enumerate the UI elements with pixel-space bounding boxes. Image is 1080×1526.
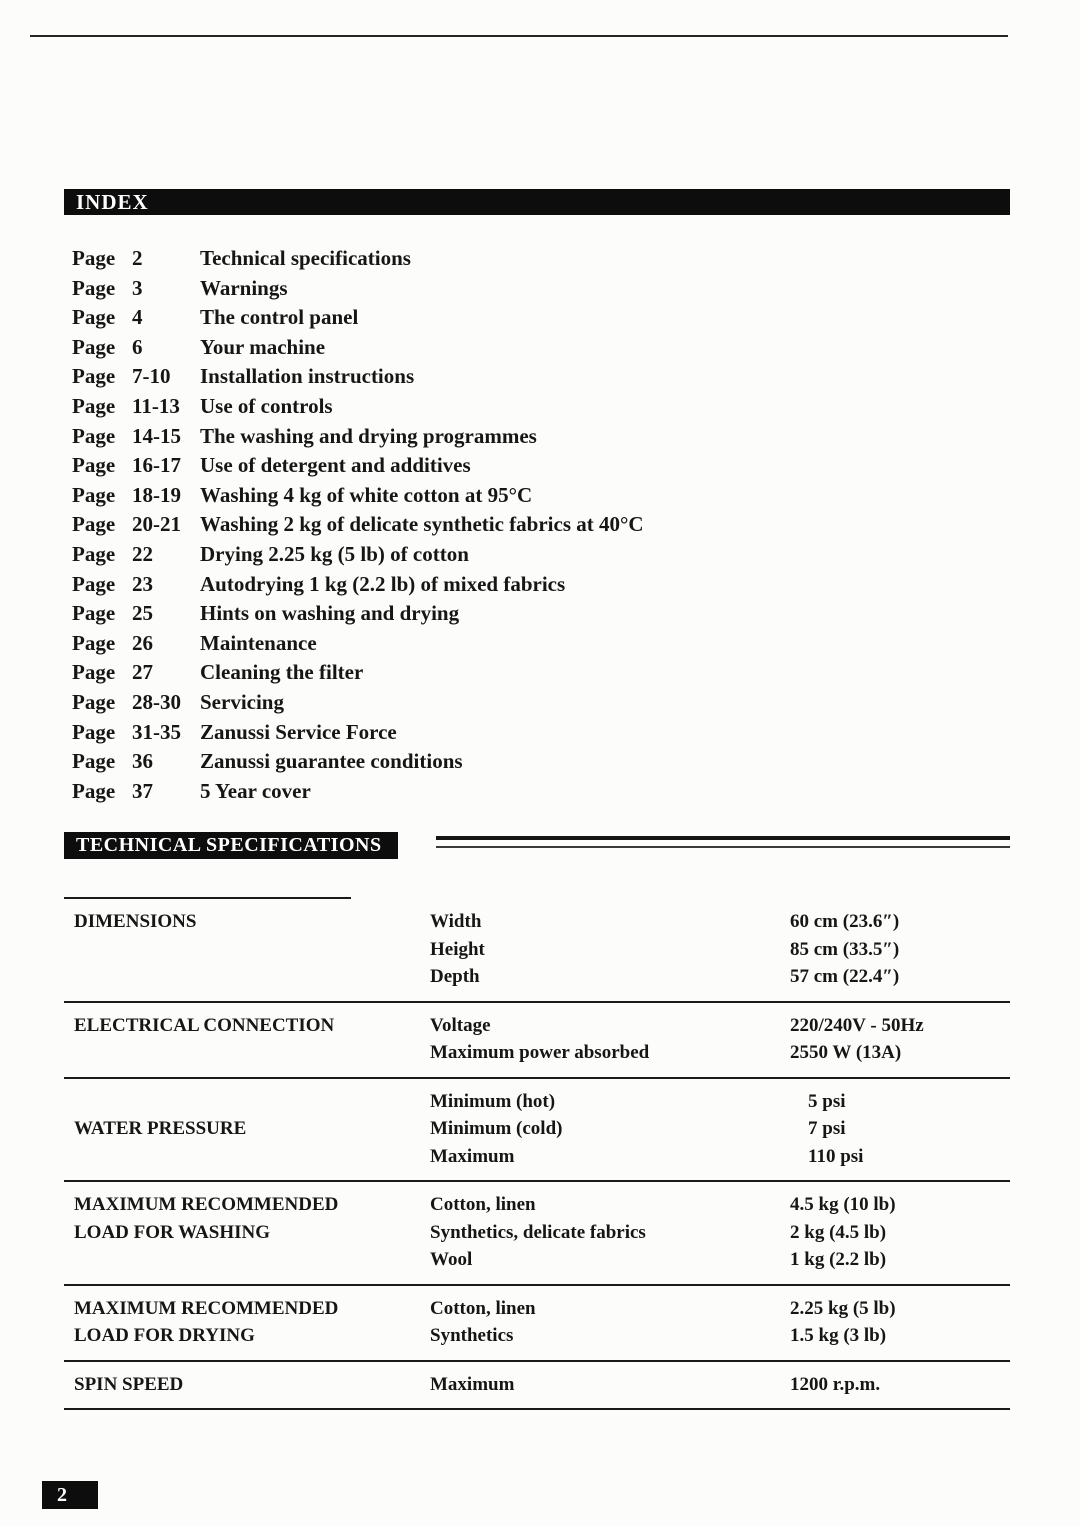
specifications-table — [64, 897, 1010, 1410]
index-entry-page-number: 28-30 — [132, 689, 181, 714]
spec-row — [430, 1039, 1010, 1067]
index-entry-title: Hints on washing and drying — [200, 601, 460, 626]
spec-section-label: WATER PRESSURE — [74, 1117, 247, 1139]
index-entry-page-number: 6 — [132, 334, 143, 359]
index-entry-page-number: 23 — [132, 571, 153, 596]
index-entry-page-number: 3 — [132, 275, 143, 300]
spec-row-name: Voltage — [430, 1014, 491, 1036]
index-entry-page-number: 27 — [132, 660, 153, 685]
spec-row-name: Minimum (cold) — [430, 1118, 563, 1139]
index-entry-title: Zanussi Service Force — [200, 719, 397, 744]
spec-section — [64, 1003, 1010, 1079]
index-entry-page-word: Page — [72, 541, 116, 566]
index-entry-page-word: Page — [72, 305, 116, 330]
spec-row-value: 4.5 kg (10 lb) — [790, 1194, 896, 1215]
spec-row — [430, 1012, 1010, 1040]
spec-row-name: Maximum — [430, 1373, 515, 1395]
index-entry-page-word: Page — [72, 749, 116, 774]
index-entry-page-number: 37 — [132, 778, 153, 803]
spec-row-value: 85 cm (33.5″) — [790, 938, 900, 960]
index-entry-title: Servicing — [200, 689, 284, 714]
index-entry — [72, 274, 1012, 304]
index-entry-title: The washing and drying programmes — [200, 423, 537, 448]
index-header-title: INDEX — [76, 190, 149, 214]
spec-row-value: 57 cm (22.4″) — [790, 966, 900, 987]
spec-section-label: MAXIMUM RECOMMENDED LOAD FOR WASHING — [74, 1194, 339, 1243]
spec-row-name: Minimum (hot) — [430, 1090, 556, 1112]
spec-row-value: 2550 W (13A) — [790, 1042, 902, 1063]
index-entry-page-word: Page — [72, 246, 116, 270]
index-entry-page-word: Page — [72, 512, 116, 537]
page-number-badge — [42, 1481, 98, 1509]
index-entry-page-word: Page — [72, 364, 116, 389]
index-entry — [72, 422, 1012, 452]
index-header-bar — [64, 189, 1010, 215]
index-entry — [72, 244, 1012, 274]
index-entry-title: Drying 2.25 kg (5 lb) of cotton — [200, 541, 469, 566]
index-entry — [72, 777, 1012, 807]
page-number: 2 — [57, 1484, 67, 1506]
index-entry — [72, 747, 1012, 777]
spec-row-value: 60 cm (23.6″) — [790, 911, 900, 932]
index-entry-page-number: 16-17 — [132, 453, 181, 478]
spec-section-label: ELECTRICAL CONNECTION — [74, 1014, 335, 1036]
index-entry-title: Maintenance — [200, 630, 317, 655]
spec-row — [430, 1219, 1010, 1247]
index-entry-title: Cleaning the filter — [200, 660, 364, 685]
index-entry-page-word: Page — [72, 334, 116, 359]
spec-row-name: Synthetics — [430, 1325, 514, 1346]
spec-row — [430, 936, 1010, 964]
spec-row — [430, 1371, 1010, 1399]
index-entry-page-number: 36 — [132, 749, 153, 774]
spec-row-value: 1 kg (2.2 lb) — [790, 1249, 887, 1270]
index-entry — [72, 510, 1012, 540]
index-entry-title: Use of detergent and additives — [200, 453, 471, 478]
index-entry — [72, 392, 1012, 422]
index-entry — [72, 481, 1012, 511]
index-entry-page-word: Page — [72, 571, 116, 596]
spec-section — [64, 1182, 1010, 1286]
index-entry — [72, 658, 1012, 688]
index-entry-page-word: Page — [72, 719, 116, 744]
spec-row — [430, 1191, 1010, 1219]
spec-row-value: 1200 r.p.m. — [790, 1373, 881, 1395]
index-entry-page-number: 26 — [132, 630, 153, 655]
scan-edge-line — [30, 35, 1008, 37]
spec-section-label: DIMENSIONS — [74, 911, 197, 932]
index-entry-page-number: 22 — [132, 541, 153, 566]
spec-row-name: Width — [430, 911, 482, 932]
spec-section-rows — [430, 1088, 1010, 1171]
index-entry-title: Washing 2 kg of delicate synthetic fabrics at 40°C — [200, 512, 644, 537]
spec-row-value: 2 kg (4.5 lb) — [790, 1221, 887, 1243]
index-entry-title: Washing 4 kg of white cotton at 95°C — [200, 482, 533, 507]
spec-row — [430, 908, 1010, 936]
index-entry-page-word: Page — [72, 393, 116, 418]
spec-row-name: Maximum power absorbed — [430, 1042, 650, 1063]
index-entry-page-word: Page — [72, 630, 116, 655]
spec-row — [430, 1088, 1010, 1116]
spec-section — [64, 1286, 1010, 1362]
spec-row — [430, 1143, 1010, 1171]
index-entry — [72, 333, 1012, 363]
spec-row-value: 2.25 kg (5 lb) — [790, 1297, 896, 1319]
spec-row-name: Maximum — [430, 1145, 515, 1167]
spec-row-name: Cotton, linen — [430, 1297, 536, 1319]
spec-section-rows — [430, 1371, 1010, 1399]
index-entry-title: Technical specifications — [200, 246, 411, 270]
index-entry-title: Zanussi guarantee conditions — [200, 749, 463, 774]
header-rule-thick — [436, 836, 1010, 840]
specifications-sections — [64, 899, 1010, 1410]
index-entry-page-word: Page — [72, 423, 116, 448]
spec-row-value: 110 psi — [808, 1145, 864, 1167]
spec-section-label: SPIN SPEED — [74, 1373, 184, 1395]
index-entry-page-word: Page — [72, 660, 116, 685]
spec-section-rows — [430, 1295, 1010, 1350]
index-entry — [72, 540, 1012, 570]
index-entry-page-number: 7-10 — [132, 364, 171, 389]
header-rule-thin — [436, 846, 1010, 848]
spec-section-rows — [430, 1012, 1010, 1067]
spec-row — [430, 1246, 1010, 1274]
spec-row — [430, 1322, 1010, 1350]
index-entry-page-number: 4 — [132, 305, 143, 330]
spec-row — [430, 1295, 1010, 1323]
index-list — [72, 244, 1012, 806]
index-entry-page-number: 31-35 — [132, 719, 181, 744]
index-entry-title: Your machine — [200, 334, 326, 359]
spec-row-value: 1.5 kg (3 lb) — [790, 1325, 887, 1346]
index-entry — [72, 629, 1012, 659]
index-entry-page-number: 14-15 — [132, 423, 181, 448]
spec-row-value: 220/240V - 50Hz — [790, 1014, 924, 1036]
index-entry-title: Installation instructions — [200, 364, 415, 389]
index-entry-title: Warnings — [200, 275, 288, 300]
index-entry-title: Autodrying 1 kg (2.2 lb) of mixed fabrics — [200, 571, 566, 596]
index-entry — [72, 570, 1012, 600]
index-entry-page-word: Page — [72, 482, 116, 507]
index-entry — [72, 451, 1012, 481]
index-entry-page-word: Page — [72, 601, 116, 626]
spec-row-name: Wool — [430, 1249, 473, 1270]
index-entry-page-number: 18-19 — [132, 482, 181, 507]
spec-row-value: 5 psi — [808, 1090, 846, 1112]
technical-specifications-title: TECHNICAL SPECIFICATIONS — [64, 832, 398, 859]
index-entry — [72, 688, 1012, 718]
spec-row-name: Depth — [430, 966, 480, 987]
index-entry-page-word: Page — [72, 689, 116, 714]
index-entry-title: Use of controls — [200, 393, 333, 418]
index-entry-page-word: Page — [72, 453, 116, 478]
spec-row-value: 7 psi — [808, 1118, 846, 1139]
spec-row — [430, 963, 1010, 991]
index-entry-page-number: 2 — [132, 246, 143, 270]
spec-section — [64, 1362, 1010, 1411]
index-entry-page-word: Page — [72, 778, 116, 803]
spec-section — [64, 1079, 1010, 1183]
index-entry — [72, 303, 1012, 333]
spec-section — [64, 899, 1010, 1003]
index-entry-page-number: 25 — [132, 601, 153, 626]
spec-row — [430, 1115, 1010, 1143]
technical-specifications-header-bar — [64, 832, 1010, 859]
spec-section-label: MAXIMUM RECOMMENDED LOAD FOR DRYING — [74, 1297, 339, 1346]
index-entry — [72, 718, 1012, 748]
spec-row-name: Height — [430, 938, 485, 960]
spec-section-rows — [430, 1191, 1010, 1274]
index-entry — [72, 362, 1012, 392]
index-entry-title: The control panel — [200, 305, 359, 330]
index-entry — [72, 599, 1012, 629]
index-entry-page-number: 20-21 — [132, 512, 181, 537]
spec-row-name: Cotton, linen — [430, 1194, 536, 1215]
spec-row-name: Synthetics, delicate fabrics — [430, 1221, 646, 1243]
index-entry-title: 5 Year cover — [200, 778, 311, 803]
index-entry-page-word: Page — [72, 275, 116, 300]
index-entry-page-number: 11-13 — [132, 393, 180, 418]
spec-section-rows — [430, 908, 1010, 991]
